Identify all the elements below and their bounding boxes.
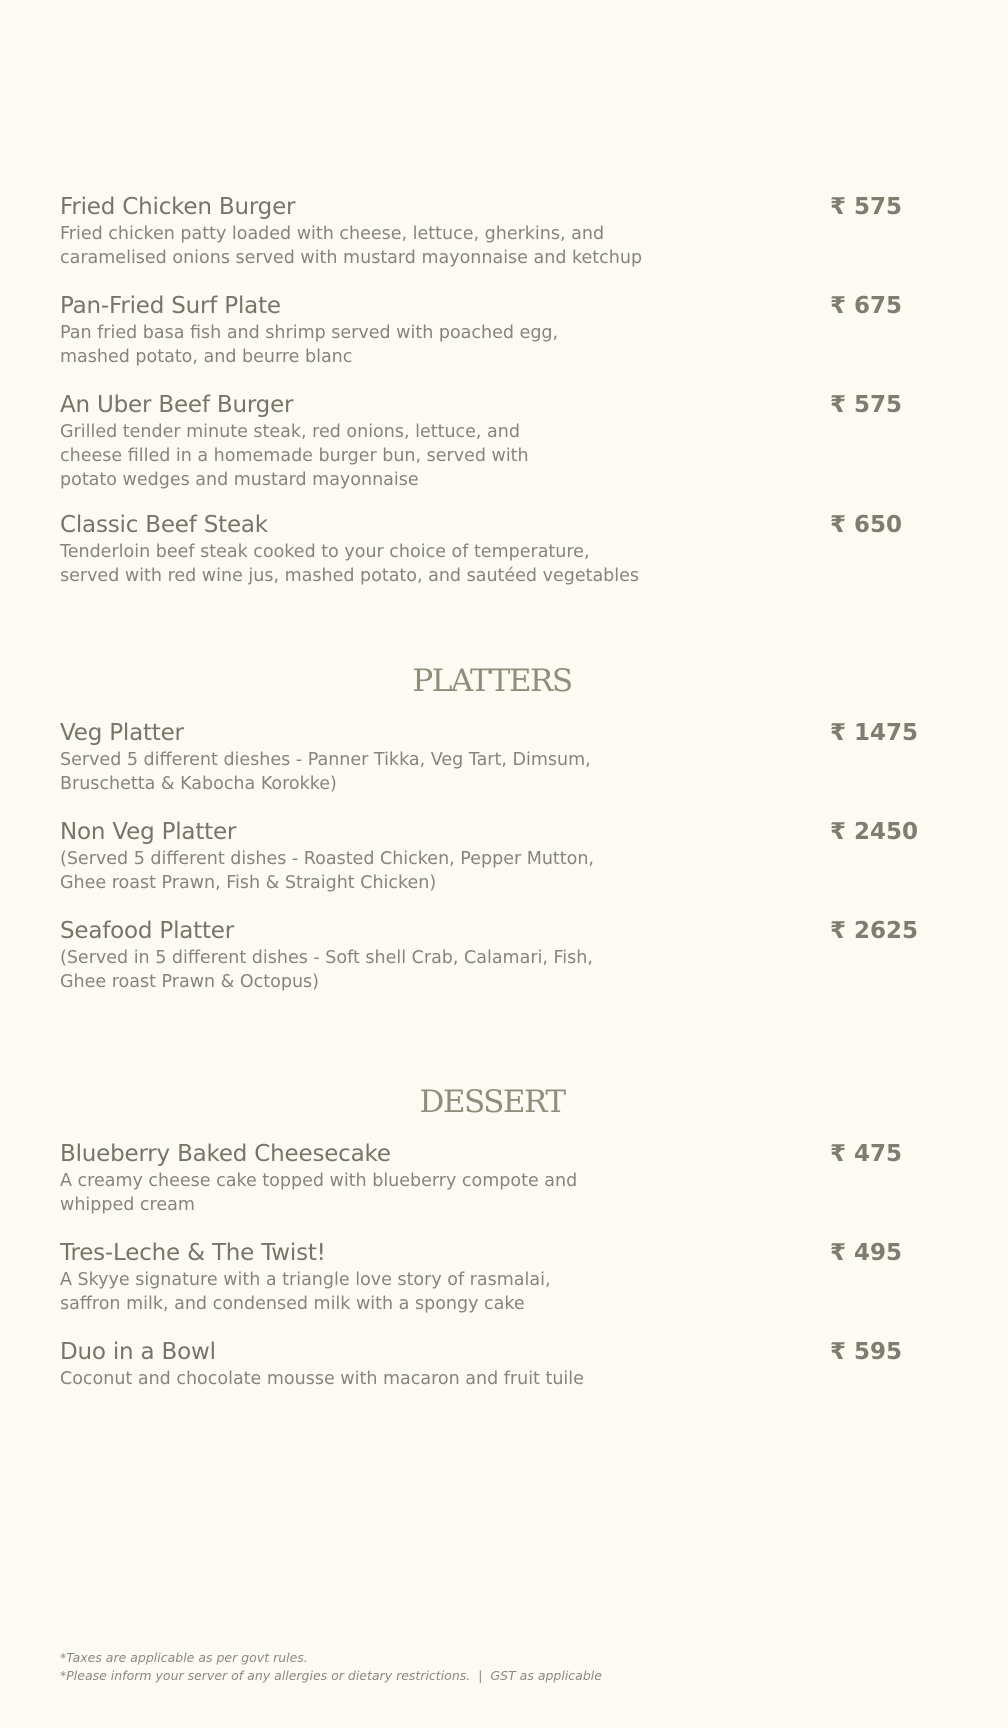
item-name: Pan-Fried Surf Plate xyxy=(60,293,281,319)
menu-item-non-veg-platter xyxy=(60,818,919,895)
item-description: Fried chicken patty loaded with cheese, lettuce, gherkins, and caramelised onions served with mustard mayonnaise and ketchup xyxy=(60,224,643,268)
allergy-note: *Please inform your server of any allergies or dietary restrictions. | GST as applicable xyxy=(60,1668,602,1683)
item-description: Served 5 different dieshes - Panner Tikka, Veg Tart, Dimsum, Bruschetta & Kabocha Korokke) xyxy=(60,750,591,794)
item-description: Tenderloin beef steak cooked to your choice of temperature, served with red wine jus, mashed potato, and sautéed vegetables xyxy=(60,542,640,586)
item-description: (Served 5 different dishes - Roasted Chicken, Pepper Mutton, Ghee roast Prawn, Fish & Straight Chicken) xyxy=(60,849,594,893)
item-name: Duo in a Bowl xyxy=(60,1339,216,1365)
menu-item-blueberry-baked-cheesecake xyxy=(60,1140,903,1217)
menu-item-fried-chicken-burger xyxy=(60,193,903,270)
item-name: Seafood Platter xyxy=(60,918,234,944)
item-price: ₹ 575 xyxy=(830,194,903,220)
section-heading-platters: PLATTERS xyxy=(412,663,572,699)
item-name: Tres-Leche & The Twist! xyxy=(60,1240,326,1266)
item-name: Veg Platter xyxy=(60,720,184,746)
menu-item-veg-platter xyxy=(60,719,919,796)
item-price: ₹ 595 xyxy=(830,1339,903,1365)
item-price: ₹ 1475 xyxy=(830,720,919,746)
footer-notes xyxy=(60,1649,602,1685)
item-price: ₹ 2450 xyxy=(830,819,919,845)
item-name: An Uber Beef Burger xyxy=(60,392,294,418)
item-description: Coconut and chocolate mousse with macaron and fruit tuile xyxy=(60,1369,584,1389)
item-name: Non Veg Platter xyxy=(60,819,237,845)
menu-item-seafood-platter xyxy=(60,917,919,994)
item-price: ₹ 2625 xyxy=(830,918,919,944)
item-price: ₹ 575 xyxy=(830,392,903,418)
section-heading-dessert: DESSERT xyxy=(419,1084,565,1120)
item-price: ₹ 495 xyxy=(830,1240,903,1266)
item-description: Pan fried basa fish and shrimp served with poached egg, mashed potato, and beurre blanc xyxy=(60,323,559,367)
item-name: Blueberry Baked Cheesecake xyxy=(60,1141,391,1167)
item-description: A Skyye signature with a triangle love story of rasmalai, saffron milk, and condensed milk with a spongy cake xyxy=(60,1270,551,1314)
gst-note: GST as applicable xyxy=(490,1668,602,1683)
item-name: Classic Beef Steak xyxy=(60,512,268,538)
item-name: Fried Chicken Burger xyxy=(60,194,296,220)
menu-item-pan-fried-surf-plate xyxy=(60,292,903,369)
item-price: ₹ 675 xyxy=(830,293,903,319)
item-description: A creamy cheese cake topped with blueberry compote and whipped cream xyxy=(60,1171,578,1215)
menu-item-uber-beef-burger xyxy=(60,391,903,492)
item-description: (Served in 5 different dishes - Soft shell Crab, Calamari, Fish, Ghee roast Prawn & Octopus) xyxy=(60,948,593,992)
footer-separator: | xyxy=(478,1668,483,1683)
item-price: ₹ 475 xyxy=(830,1141,903,1167)
menu-item-tres-leche xyxy=(60,1239,903,1316)
menu-item-duo-in-a-bowl xyxy=(60,1338,903,1391)
item-description: Grilled tender minute steak, red onions, lettuce, and cheese filled in a homemade burger bun, served with potato wedges and mustard mayonnaise xyxy=(60,422,529,490)
menu-item-classic-beef-steak xyxy=(60,511,903,588)
item-price: ₹ 650 xyxy=(830,512,903,538)
tax-note: *Taxes are applicable as per govt rules. xyxy=(60,1650,308,1665)
